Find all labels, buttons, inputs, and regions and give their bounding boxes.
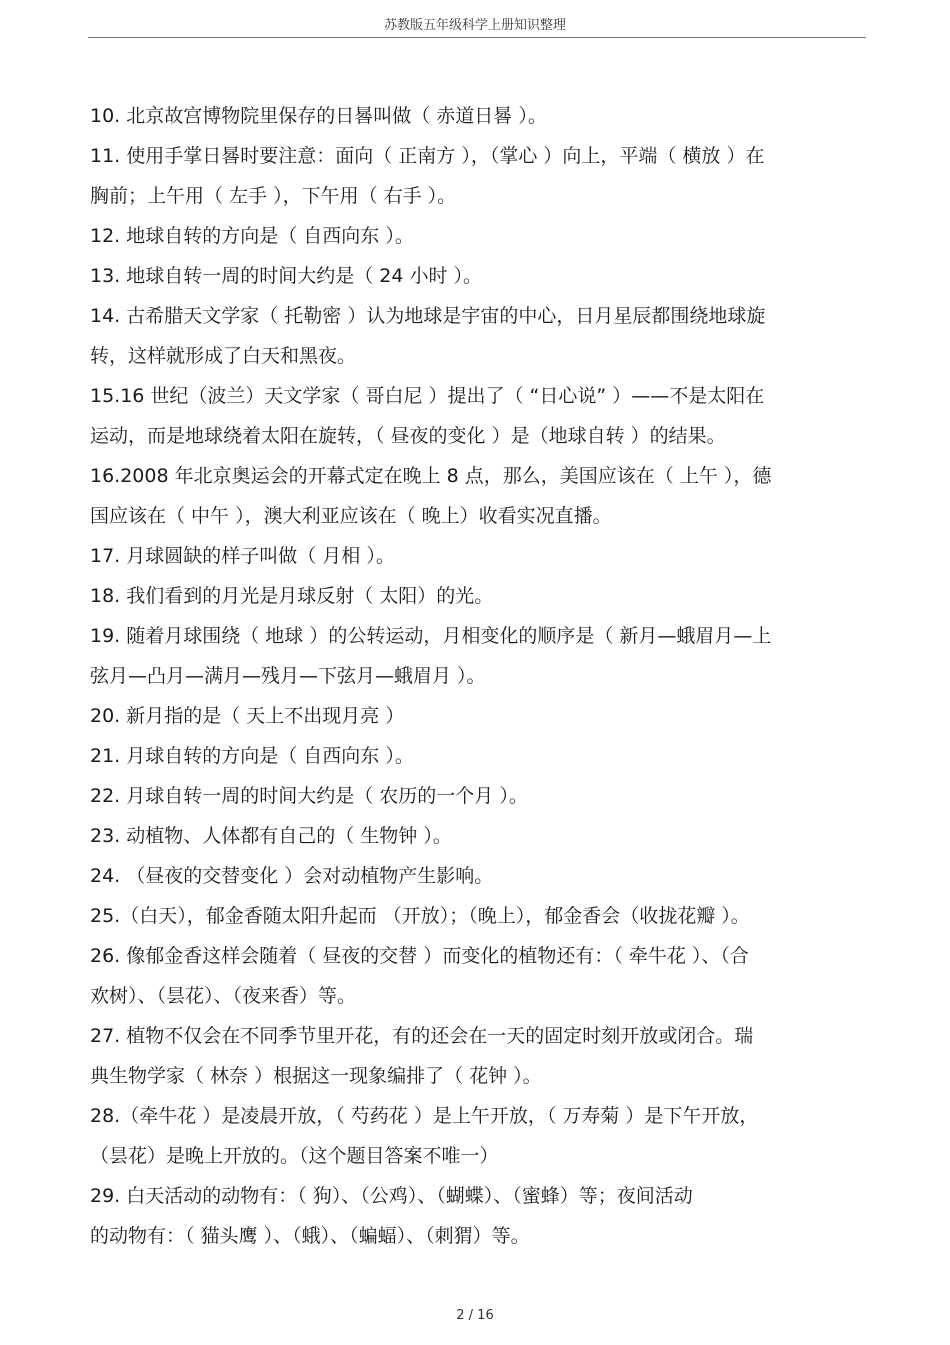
text-line: 18. 我们看到的月光是月球反射（ 太阳）的光。 — [90, 585, 494, 607]
text-line: 胸前；上午用（ 左手 ），下午用（ 右手 ）。 — [90, 185, 457, 207]
text-line: 19. 随着月球围绕（ 地球 ）的公转运动，月相变化的顺序是（ 新月—蛾眉月—上 — [90, 625, 772, 647]
text-line: 14. 古希腊天文学家（ 托勒密 ）认为地球是宇宙的中心，日月星辰都围绕地球旋 — [90, 305, 766, 327]
text-line: 弦月—凸月—满月—残月—下弦月—蛾眉月 ）。 — [90, 665, 486, 687]
text-line: 运动，而是地球绕着太阳在旋转，（ 昼夜的变化 ）是（地球自转 ）的结果。 — [90, 425, 726, 447]
text-line: 的动物有：（ 猫头鹰 ）、（蛾）、（蝙蝠）、（刺猬）等。 — [90, 1225, 530, 1247]
text-line: 欢树）、（昙花）、（夜来香）等。 — [90, 985, 357, 1007]
document-body — [90, 96, 866, 1256]
text-line: 26. 像郁金香这样会随着（ 昼夜的交替 ）而变化的植物还有：（ 牵牛花 ）、（合 — [90, 945, 749, 967]
text-line: 转，这样就形成了白天和黑夜。 — [90, 345, 357, 367]
text-line: 24. （昼夜的交替变化 ）会对动植物产生影响。 — [90, 865, 494, 887]
text-line: 22. 月球自转一周的时间大约是（ 农历的一个月 ）。 — [90, 785, 528, 807]
text-line: 10. 北京故宫博物院里保存的日晷叫做（ 赤道日晷 ）。 — [90, 105, 547, 127]
text-line: 13. 地球自转一周的时间大约是（ 24 小时 ）。 — [90, 265, 483, 287]
text-line: 21. 月球自转的方向是（ 自西向东 ）。 — [90, 745, 414, 767]
text-line: 29. 白天活动的动物有：（ 狗）、（公鸡）、（蝴蝶）、（蜜蜂）等；夜间活动 — [90, 1185, 693, 1207]
text-line: 23. 动植物、人体都有自己的（ 生物钟 ）。 — [90, 825, 452, 847]
text-line: 11. 使用手掌日晷时要注意：面向（ 正南方 ），（掌心 ）向上，平端（ 横放 ）在 — [90, 145, 765, 167]
text-line: 20. 新月指的是（ 天上不出现月亮 ） — [90, 705, 405, 727]
page-header-title: 苏教版五年级科学上册知识整理 — [383, 18, 566, 33]
text-line: 17. 月球圆缺的样子叫做（ 月相 ）。 — [90, 545, 395, 567]
text-line: 16.2008 年北京奥运会的开幕式定在晚上 8 点，那么，美国应该在（ 上午 ），德 — [90, 465, 772, 487]
text-line: 28.（牵牛花 ）是凌晨开放，（ 芍药花 ）是上午开放，（ 万寿菊 ）是下午开放， — [90, 1105, 759, 1127]
text-line: 27. 植物不仅会在不同季节里开花，有的还会在一天的固定时刻开放或闭合。瑞 — [90, 1025, 754, 1047]
header-divider — [88, 37, 866, 38]
page-number: 2 / 16 — [456, 1308, 494, 1323]
text-line: 国应该在（ 中午 ），澳大利亚应该在（ 晚上）收看实况直播。 — [90, 505, 612, 527]
text-line: 12. 地球自转的方向是（ 自西向东 ）。 — [90, 225, 414, 247]
text-line: 25.（白天），郁金香随太阳升起而 （开放）；（晚上），郁金香会（收拢花瓣 ）。 — [90, 905, 750, 927]
text-line: （昙花）是晚上开放的。（这个题目答案不唯一） — [90, 1145, 499, 1167]
text-line: 典生物学家（ 林奈 ）根据这一现象编排了（ 花钟 ）。 — [90, 1065, 542, 1087]
text-line: 15.16 世纪（波兰）天文学家（ 哥白尼 ）提出了（ “日心说” ）——不是太阳在 — [90, 385, 765, 407]
